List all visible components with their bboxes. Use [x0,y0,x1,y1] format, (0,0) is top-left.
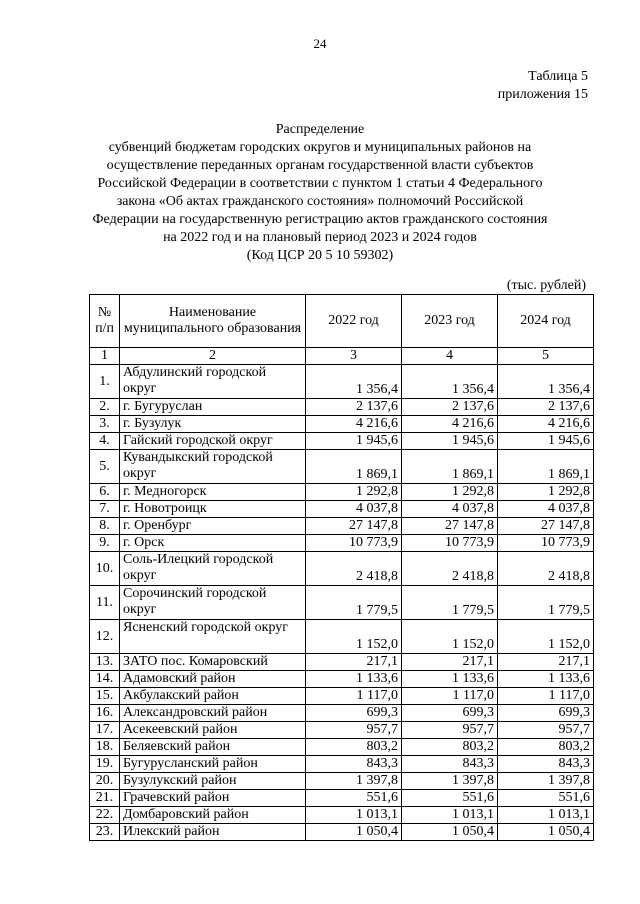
title-line: Федерации на государственную регистрацию актов гражданского состояния [92,212,548,227]
value-2024: 1 945,6 [498,433,594,450]
value-2024: 1 013,1 [498,807,594,824]
row-number: 20. [90,773,120,790]
value-2024: 2 137,6 [498,399,594,416]
municipality-name: Абдулинский городской округ [120,365,306,399]
value-2022: 1 117,0 [306,688,402,705]
table-row [90,671,594,688]
value-2023: 699,3 [402,705,498,722]
value-2023: 217,1 [402,654,498,671]
title-code: (Код ЦСР 20 5 10 59302) [246,248,394,263]
value-2023: 4 216,6 [402,416,498,433]
value-2023: 1 869,1 [402,450,498,484]
municipality-name: Соль-Илецкий городской округ [120,552,306,586]
value-2023: 2 137,6 [402,399,498,416]
title-line: на 2022 год и на плановый период 2023 и 2024 годов [163,230,477,245]
value-2022: 1 356,4 [306,365,402,399]
row-number: 6. [90,484,120,501]
value-2022: 1 152,0 [306,620,402,654]
municipality-name: г. Оренбург [120,518,306,535]
value-2023: 1 050,4 [402,824,498,841]
column-number: 3 [306,348,402,365]
row-number: 21. [90,790,120,807]
header-2022: 2022 год [306,295,402,348]
value-2022: 1 869,1 [306,450,402,484]
municipality-name: Грачевский район [120,790,306,807]
appendix-reference [498,68,588,104]
value-2023: 1 117,0 [402,688,498,705]
value-2024: 803,2 [498,739,594,756]
row-number: 8. [90,518,120,535]
municipality-name: Беляевский район [120,739,306,756]
table-row [90,433,594,450]
value-2022: 843,3 [306,756,402,773]
value-2023: 551,6 [402,790,498,807]
value-2022: 27 147,8 [306,518,402,535]
table-row [90,688,594,705]
column-number: 2 [120,348,306,365]
municipality-name: ЗАТО пос. Комаровский [120,654,306,671]
appendix-number-label: приложения 15 [497,87,588,102]
municipality-name: Адамовский район [120,671,306,688]
value-2022: 217,1 [306,654,402,671]
value-2023: 2 418,8 [402,552,498,586]
title-line: осуществление переданных органам государственной власти субъектов [106,158,534,173]
row-number: 15. [90,688,120,705]
value-2024: 4 037,8 [498,501,594,518]
value-2023: 1 356,4 [402,365,498,399]
table-row [90,807,594,824]
title-heading: Распределение [275,122,365,137]
value-2023: 843,3 [402,756,498,773]
units-label: (тыс. рублей) [506,278,586,293]
value-2022: 551,6 [306,790,402,807]
row-number: 13. [90,654,120,671]
table-row [90,824,594,841]
value-2024: 699,3 [498,705,594,722]
value-2024: 1 779,5 [498,586,594,620]
value-2024: 1 117,0 [498,688,594,705]
value-2023: 803,2 [402,739,498,756]
value-2023: 10 773,9 [402,535,498,552]
page-number: 24 [313,36,327,51]
row-number: 19. [90,756,120,773]
municipality-name: Акбулакский район [120,688,306,705]
value-2023: 27 147,8 [402,518,498,535]
document-title [70,121,570,265]
value-2023: 957,7 [402,722,498,739]
municipality-name: Александровский район [120,705,306,722]
municipality-name: Гайский городской округ [120,433,306,450]
header-number: № п/п [90,295,120,348]
municipality-name: г. Бузулук [120,416,306,433]
row-number: 11. [90,586,120,620]
title-line: субвенций бюджетам городских округов и муниципальных районов на [108,140,532,155]
title-line: Российской Федерации в соответствии с пунктом 1 статьи 4 Федерального [97,176,543,191]
row-number: 7. [90,501,120,518]
table-row [90,790,594,807]
municipality-name: г. Бугуруслан [120,399,306,416]
column-number: 1 [90,348,120,365]
value-2022: 1 292,8 [306,484,402,501]
value-2024: 1 292,8 [498,484,594,501]
value-2024: 217,1 [498,654,594,671]
value-2023: 1 779,5 [402,586,498,620]
municipality-name: Кувандыкский городской округ [120,450,306,484]
municipality-name: Ясненский городской округ [120,620,306,654]
municipality-name: Бузулукский район [120,773,306,790]
value-2023: 1 292,8 [402,484,498,501]
value-2024: 27 147,8 [498,518,594,535]
municipality-name: г. Новотроицк [120,501,306,518]
municipality-name: Сорочинский городской округ [120,586,306,620]
table-row [90,484,594,501]
row-number: 14. [90,671,120,688]
row-number: 5. [90,450,120,484]
table-body [90,365,594,841]
value-2022: 699,3 [306,705,402,722]
municipality-name: Домбаровский район [120,807,306,824]
municipality-name: Асекеевский район [120,722,306,739]
appendix-table-label: Таблица 5 [528,69,588,84]
value-2023: 1 945,6 [402,433,498,450]
row-number: 23. [90,824,120,841]
column-number-row [90,348,594,365]
header-2024: 2024 год [498,295,594,348]
value-2022: 2 418,8 [306,552,402,586]
distribution-table [89,294,594,841]
value-2023: 1 397,8 [402,773,498,790]
value-2022: 2 137,6 [306,399,402,416]
value-2024: 957,7 [498,722,594,739]
table-row [90,620,594,654]
value-2022: 803,2 [306,739,402,756]
value-2022: 957,7 [306,722,402,739]
value-2022: 1 133,6 [306,671,402,688]
value-2024: 4 216,6 [498,416,594,433]
value-2023: 1 133,6 [402,671,498,688]
value-2022: 4 037,8 [306,501,402,518]
table-row [90,501,594,518]
value-2024: 1 050,4 [498,824,594,841]
value-2024: 843,3 [498,756,594,773]
title-line: закона «Об актах гражданского состояния» полномочий Российской [116,194,524,209]
table-row [90,416,594,433]
row-number: 22. [90,807,120,824]
row-number: 17. [90,722,120,739]
table-row [90,518,594,535]
value-2022: 1 779,5 [306,586,402,620]
value-2024: 551,6 [498,790,594,807]
column-number: 5 [498,348,594,365]
column-number: 4 [402,348,498,365]
table-row [90,654,594,671]
table-row [90,739,594,756]
table-row [90,705,594,722]
value-2024: 10 773,9 [498,535,594,552]
value-2022: 1 397,8 [306,773,402,790]
row-number: 1. [90,365,120,399]
header-2023: 2023 год [402,295,498,348]
value-2022: 10 773,9 [306,535,402,552]
value-2024: 2 418,8 [498,552,594,586]
table-header-row [90,295,594,348]
table-row [90,399,594,416]
municipality-name: г. Медногорск [120,484,306,501]
value-2023: 4 037,8 [402,501,498,518]
value-2024: 1 397,8 [498,773,594,790]
municipality-name: г. Орск [120,535,306,552]
row-number: 4. [90,433,120,450]
table-row [90,586,594,620]
header-name: Наименование муниципального образования [120,295,306,348]
table-row [90,535,594,552]
row-number: 12. [90,620,120,654]
municipality-name: Илекский район [120,824,306,841]
value-2022: 1 945,6 [306,433,402,450]
row-number: 10. [90,552,120,586]
row-number: 9. [90,535,120,552]
row-number: 3. [90,416,120,433]
value-2024: 1 152,0 [498,620,594,654]
table-row [90,552,594,586]
value-2024: 1 133,6 [498,671,594,688]
table-row [90,365,594,399]
value-2022: 1 050,4 [306,824,402,841]
table-row [90,773,594,790]
table-row [90,722,594,739]
row-number: 16. [90,705,120,722]
value-2023: 1 152,0 [402,620,498,654]
value-2022: 4 216,6 [306,416,402,433]
row-number: 18. [90,739,120,756]
value-2022: 1 013,1 [306,807,402,824]
value-2024: 1 869,1 [498,450,594,484]
table-row [90,450,594,484]
value-2023: 1 013,1 [402,807,498,824]
municipality-name: Бугурусланский район [120,756,306,773]
table-row [90,756,594,773]
row-number: 2. [90,399,120,416]
value-2024: 1 356,4 [498,365,594,399]
